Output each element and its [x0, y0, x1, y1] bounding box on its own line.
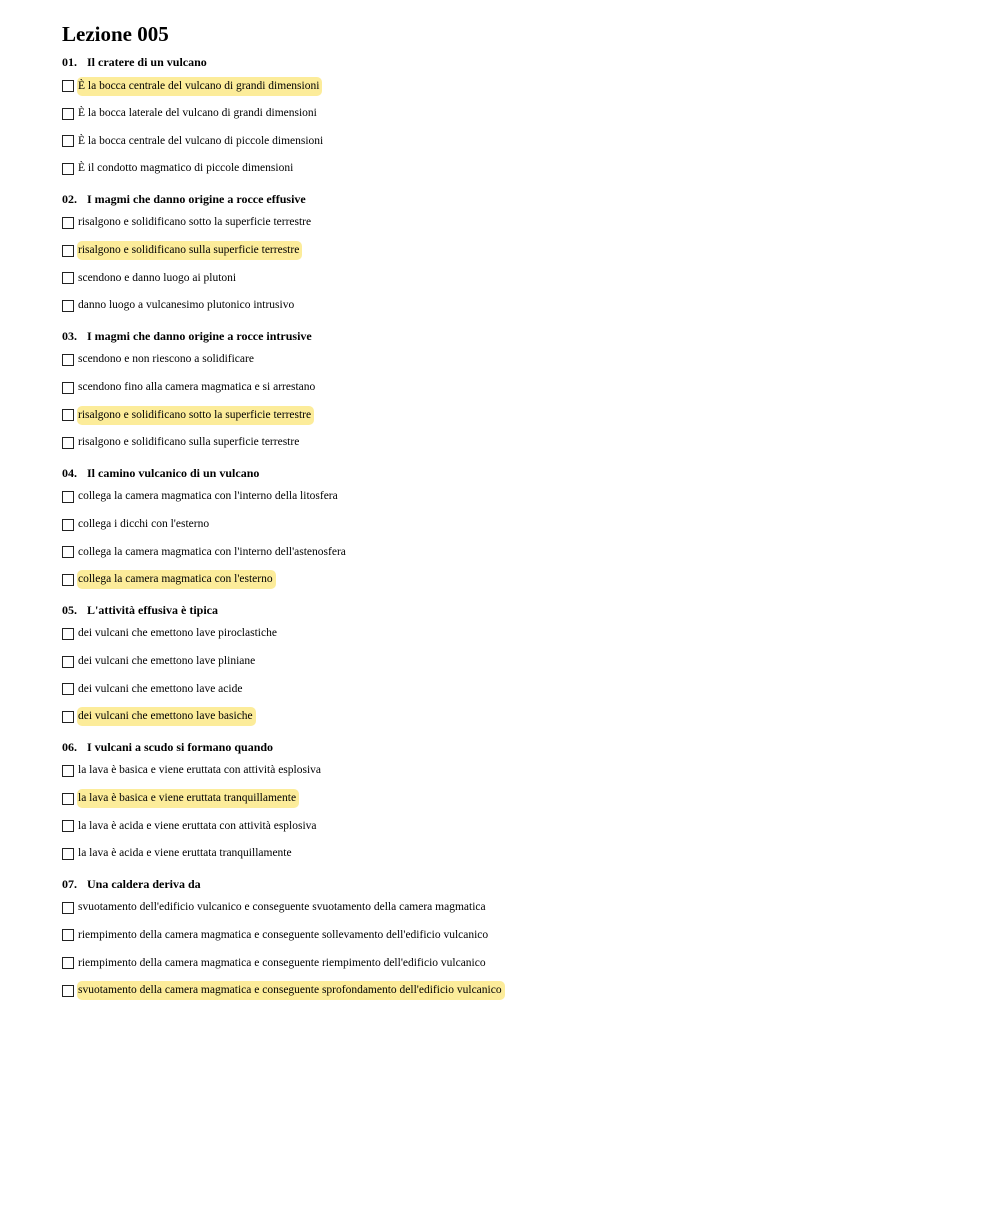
answer-text: È il condotto magmatico di piccole dimensioni: [78, 162, 294, 175]
answer-checkbox[interactable]: [62, 163, 74, 175]
answer-text: svuotamento della camera magmatica e conseguente sprofondamento dell'edificio vulcanico: [77, 981, 505, 1000]
answer-option[interactable]: [62, 542, 962, 562]
answer-text: la lava è acida e viene eruttata con attività esplosiva: [78, 819, 317, 832]
question-06: [62, 739, 962, 864]
answer-text: riempimento della camera magmatica e conseguente riempimento dell'edificio vulcanico: [78, 956, 486, 969]
answer-checkbox[interactable]: [62, 217, 74, 229]
answer-option[interactable]: [62, 159, 962, 179]
answer-option[interactable]: [62, 350, 962, 370]
question-text: I magmi che danno origine a rocce intrusive: [87, 328, 312, 343]
answer-checkbox[interactable]: [62, 108, 74, 120]
answer-text: scendono fino alla camera magmatica e si arrestano: [78, 381, 316, 394]
question-number: 06.: [62, 739, 77, 754]
answer-checkbox[interactable]: [62, 437, 74, 449]
question-heading: [62, 602, 962, 618]
answer-checkbox[interactable]: [62, 902, 74, 914]
question-number: 07.: [62, 876, 77, 891]
answer-option[interactable]: [62, 679, 962, 699]
answer-checkbox[interactable]: [62, 409, 74, 421]
answer-text: scendono e non riescono a solidificare: [78, 353, 254, 366]
question-02: [62, 191, 962, 316]
answer-checkbox[interactable]: [62, 793, 74, 805]
question-text: I vulcani a scudo si formano quando: [87, 739, 274, 754]
answer-text: risalgono e solidificano sotto la superficie terrestre: [78, 216, 312, 229]
question-text: Il camino vulcanico di un vulcano: [87, 465, 260, 480]
answer-checkbox[interactable]: [62, 765, 74, 777]
question-heading: [62, 876, 962, 892]
question-03: [62, 328, 962, 453]
question-number: 01.: [62, 55, 77, 69]
answer-checkbox[interactable]: [62, 985, 74, 997]
answer-text: È la bocca laterale del vulcano di grandi dimensioni: [78, 107, 317, 120]
answer-text: dei vulcani che emettono lave pliniane: [78, 655, 256, 668]
answer-checkbox[interactable]: [62, 135, 74, 147]
answer-text: riempimento della camera magmatica e conseguente sollevamento dell'edificio vulcanico: [78, 928, 489, 941]
question-heading: [62, 54, 962, 70]
question-05: [62, 602, 962, 727]
lesson-title: Lezione 005: [62, 22, 169, 46]
question-text: Una caldera deriva da: [87, 876, 201, 891]
answer-checkbox[interactable]: [62, 683, 74, 695]
answer-option[interactable]: [62, 241, 962, 261]
answer-checkbox[interactable]: [62, 519, 74, 531]
answer-option[interactable]: [62, 953, 962, 973]
answer-text: collega la camera magmatica con l'interno dell'astenosfera: [78, 545, 346, 558]
answer-text: dei vulcani che emettono lave basiche: [77, 707, 256, 726]
question-number: 03.: [62, 328, 77, 343]
question-heading: [62, 739, 962, 755]
answer-text: la lava è basica e viene eruttata tranquillamente: [77, 789, 299, 808]
answer-option[interactable]: [62, 816, 962, 836]
answer-text: È la bocca centrale del vulcano di piccole dimensioni: [78, 134, 324, 147]
answer-option[interactable]: [62, 789, 962, 809]
question-heading: [62, 465, 962, 481]
answer-option[interactable]: [62, 707, 962, 727]
answer-option[interactable]: [62, 844, 962, 864]
answer-text: dei vulcani che emettono lave piroclastiche: [78, 627, 277, 640]
question-heading: [62, 191, 962, 207]
answer-checkbox[interactable]: [62, 491, 74, 503]
answer-text: collega i dicchi con l'esterno: [78, 518, 210, 531]
answer-checkbox[interactable]: [62, 711, 74, 723]
answer-text: collega la camera magmatica con l'esterno: [77, 570, 276, 589]
answer-text: svuotamento dell'edificio vulcanico e conseguente svuotamento della camera magmatica: [78, 901, 486, 914]
answer-option[interactable]: [62, 624, 962, 644]
answer-checkbox[interactable]: [62, 929, 74, 941]
answer-option[interactable]: [62, 487, 962, 507]
answer-option[interactable]: [62, 76, 962, 96]
answer-option[interactable]: [62, 296, 962, 316]
answer-text: risalgono e solidificano sulla superficie terrestre: [78, 436, 300, 449]
answer-checkbox[interactable]: [62, 300, 74, 312]
question-number: 04.: [62, 465, 77, 480]
question-number: 02.: [62, 191, 77, 206]
answer-option[interactable]: [62, 652, 962, 672]
answer-option[interactable]: [62, 898, 962, 918]
answer-checkbox[interactable]: [62, 628, 74, 640]
answer-text: danno luogo a vulcanesimo plutonico intrusivo: [78, 299, 295, 312]
answer-option[interactable]: [62, 378, 962, 398]
answer-text: scendono e danno luogo ai plutoni: [78, 271, 237, 284]
answer-text: dei vulcani che emettono lave acide: [78, 682, 243, 695]
question-01: [62, 54, 962, 179]
answer-option[interactable]: [62, 131, 962, 151]
answer-checkbox[interactable]: [62, 820, 74, 832]
answer-checkbox[interactable]: [62, 574, 74, 586]
question-text: L'attività effusiva è tipica: [87, 602, 218, 617]
answer-option[interactable]: [62, 761, 962, 781]
question-text: I magmi che danno origine a rocce effusive: [87, 191, 306, 206]
question-07: [62, 876, 962, 1001]
answer-checkbox[interactable]: [62, 245, 74, 257]
answer-checkbox[interactable]: [62, 272, 74, 284]
answer-text: la lava è acida e viene eruttata tranquillamente: [78, 847, 292, 860]
answer-checkbox[interactable]: [62, 382, 74, 394]
answer-checkbox[interactable]: [62, 848, 74, 860]
answer-option[interactable]: [62, 570, 962, 590]
answer-checkbox[interactable]: [62, 957, 74, 969]
answer-text: risalgono e solidificano sulla superficie terrestre: [77, 241, 302, 260]
question-04: [62, 465, 962, 590]
answer-text: È la bocca centrale del vulcano di grandi dimensioni: [77, 77, 322, 96]
answer-option[interactable]: [62, 925, 962, 945]
question-number: 05.: [62, 602, 77, 617]
document-page: [62, 20, 962, 1013]
question-text: Il cratere di un vulcano: [87, 55, 207, 69]
answer-option[interactable]: [62, 268, 962, 288]
answer-option[interactable]: [62, 213, 962, 233]
answer-option[interactable]: [62, 981, 962, 1001]
answer-checkbox[interactable]: [62, 80, 74, 92]
answer-option[interactable]: [62, 104, 962, 124]
answer-checkbox[interactable]: [62, 656, 74, 668]
question-heading: [62, 328, 962, 344]
answer-option[interactable]: [62, 405, 962, 425]
answer-text: collega la camera magmatica con l'interno della litosfera: [78, 490, 338, 503]
answer-option[interactable]: [62, 515, 962, 535]
answer-text: risalgono e solidificano sotto la superficie terrestre: [77, 406, 314, 425]
answer-checkbox[interactable]: [62, 546, 74, 558]
answer-text: la lava è basica e viene eruttata con attività esplosiva: [78, 764, 321, 777]
answer-option[interactable]: [62, 433, 962, 453]
answer-checkbox[interactable]: [62, 354, 74, 366]
